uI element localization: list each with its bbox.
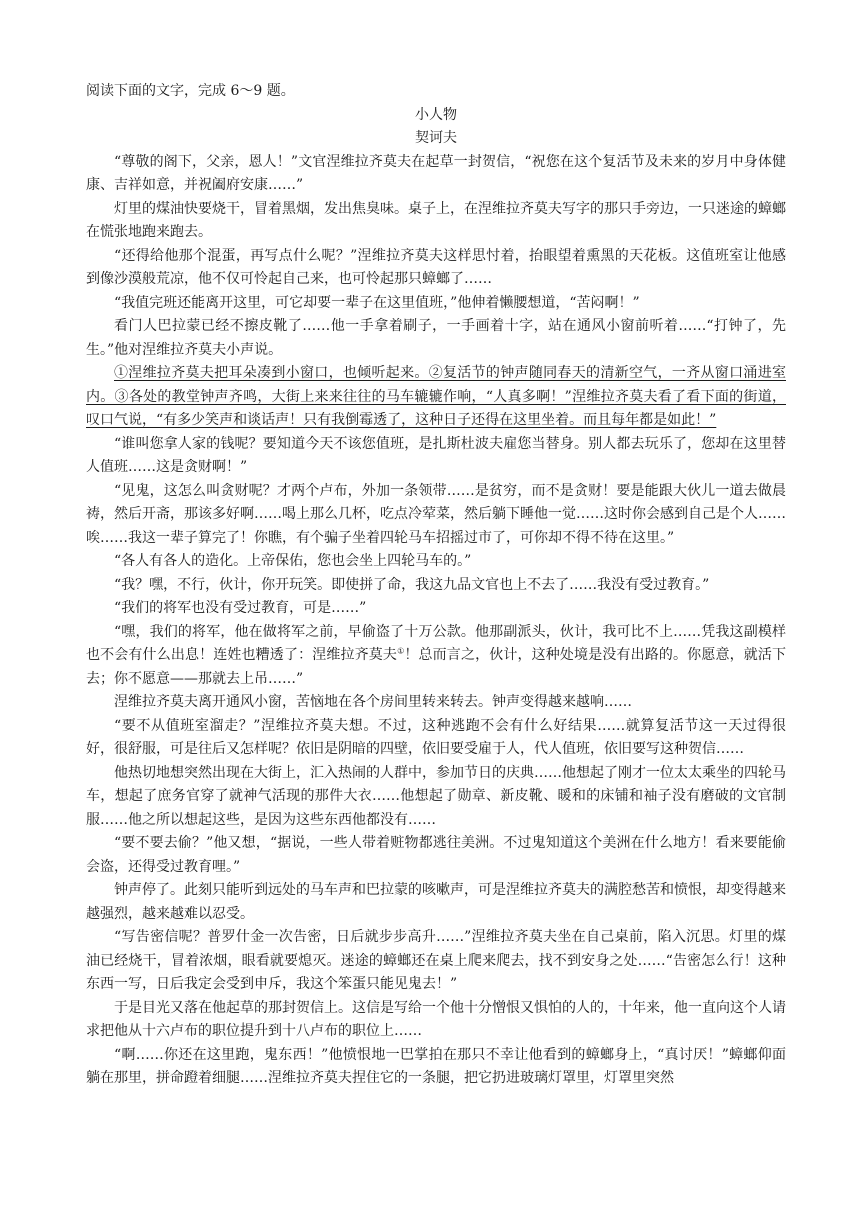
paragraph: 于是目光又落在他起草的那封贺信上。这信是写给一个他十分憎恨又惧怕的人的，十年来，他一直向这个人请求把他从十六卢布的职位提升到十八卢布的职位上……	[86, 999, 786, 1039]
paragraph: “各人有各人的造化。上帝保佑，您也会坐上四轮马车的。”	[114, 553, 472, 569]
paragraph: 灯里的煤油快要烧干，冒着黑烟，发出焦臭味。桌子上，在涅维拉齐莫夫写字的那只手旁边，一只迷途的蟑螂在慌张地跑来跑去。	[86, 200, 786, 240]
paragraph: “我值完班还能离开这里，可它却要一辈子在这里值班，”他伸着懒腰想道，“苦闷啊！”	[114, 294, 640, 311]
footnote-marker: ①	[397, 646, 405, 656]
paragraph: “谁叫您拿人家的钱呢？要知道今天不该您值班，是扎斯杜波夫雇您当替身。别人都去玩乐了，您却在这里替人值班……这是贪财啊！”	[86, 435, 786, 475]
paragraph-tail: ！总而言之，伙计，这种处境是没有出路的。你愿意，就活下去；你不愿意——那就去上吊……”	[86, 647, 787, 687]
paragraph: “尊敬的阁下，父亲，恩人！”文官涅维拉齐莫夫在起草一封贺信，“祝您在这个复活节及未来的岁月中身体健康、吉祥如意，并祝阖府安康……”	[86, 153, 786, 193]
paragraph: 他热切地想突然出现在大街上，汇入热闹的人群中，参加节日的庆典……他想起了刚才一位太太乘坐的四轮马车，想起了庶务官穿了就神气活现的那件大衣……他想起了勋章、新皮靴、暖和的床铺和袖子没有磨破的文官制服……他之所以想起这些，是因为这些东西他都没有……	[86, 764, 786, 828]
document-page	[86, 80, 786, 1091]
paragraph: “我们的将军也没有受过教育，可是……”	[114, 600, 367, 616]
paragraph-head: “嘿，我们的将军，他在做将军之前，早偷盗了十万公款。他那副派头，伙计，我可比不上……凭我这副模样也不会有什么出息！连姓也糟透了：涅维拉齐莫夫	[86, 623, 786, 663]
paragraph: “写告密信呢？普罗什金一次告密，日后就步步高升……”涅维拉齐莫夫坐在自己桌前，陷入沉思。灯里的煤油已经烧干，冒着浓烟，眼看就要熄灭。迷途的蟑螂还在桌上爬来爬去，找不到安身之处……“告密怎么行！这种东西一写，日后我定会受到申斥，我这个笨蛋只能见鬼去！”	[86, 929, 786, 992]
story-title: 小人物	[415, 106, 457, 123]
paragraph: 看门人巴拉蒙已经不擦皮靴了……他一手拿着刷子，一手画着十字，站在通风小窗前听着……“打钟了，先生。”他对涅维拉齐莫夫小声说。	[86, 318, 786, 358]
paragraph: 钟声停了。此刻只能听到远处的马车声和巴拉蒙的咳嗽声，可是涅维拉齐莫夫的满腔愁苦和愤恨，却变得越来越强烈，越来越难以忍受。	[86, 882, 786, 922]
paragraph: “还得给他那个混蛋，再写点什么呢？”涅维拉齐莫夫这样思忖着，抬眼望着熏黑的天花板。这值班室让他感到像沙漠般荒凉，他不仅可怜起自己来，也可怜起那只蟑螂了……	[86, 247, 786, 287]
paragraph: “啊……你还在这里跑，鬼东西！”他愤恨地一巴掌拍在那只不幸让他看到的蟑螂身上，“真讨厌！”蟑螂仰面躺在那里，拼命蹬着细腿……涅维拉齐莫夫捏住它的一条腿，把它扔进玻璃灯罩里，灯罩里突然	[86, 1046, 786, 1086]
paragraph: “见鬼，这怎么叫贪财呢？才两个卢布，外加一条领带……是贫穷，而不是贪财！要是能跟大伙儿一道去做晨祷，然后开斋，那该多好啊……喝上那么几杯，吃点冷荤菜，然后躺下睡他一觉……这时你会感到自己是个人……唉……我这一辈子算完了！你瞧，有个骗子坐着四轮马车招摇过市了，可你却不得不待在这里。”	[86, 482, 786, 546]
underlined-paragraph	[86, 362, 786, 433]
paragraph-with-footnote	[86, 621, 786, 692]
paragraph: “要不从值班室溜走？”涅维拉齐莫夫想。不过，这种逃跑不会有什么好结果……就算复活节这一天过得很好，很舒服，可是往后又怎样呢？依旧是阴暗的四壁，依旧要受雇于人，代人值班，依旧要写这种贺信……	[86, 717, 786, 757]
underlined-passage: ①涅维拉齐莫夫把耳朵凑到小窗口，也倾听起来。②复活节的钟声随同春天的清新空气，一齐从窗口涌进室内。③各处的教堂钟声齐鸣，大街上来来往往的马车辘辘作响，“人真多啊！”涅维拉齐莫夫看了看下面的街道，叹口气说，“有多少笑声和谈话声！只有我倒霉透了，这种日子还得在这里坐着。而且每年都是如此！”	[86, 365, 786, 428]
story-author: 契诃夫	[415, 130, 457, 146]
question-instruction: 阅读下面的文字，完成 6～9 题。	[86, 83, 295, 99]
paragraph: 涅维拉齐莫夫离开通风小窗，苦恼地在各个房间里转来转去。钟声变得越来越响……	[114, 694, 632, 710]
paragraph: “要不要去偷？”他又想，“据说，一些人带着赃物都逃往美洲。不过鬼知道这个美洲在什么地方！看来要能偷会盗，还得受过教育哩。”	[86, 835, 786, 875]
paragraph: “我？嘿，不行，伙计，你开玩笑。即使拼了命，我这九品文官也上不去了……我没有受过教育。”	[114, 576, 710, 593]
